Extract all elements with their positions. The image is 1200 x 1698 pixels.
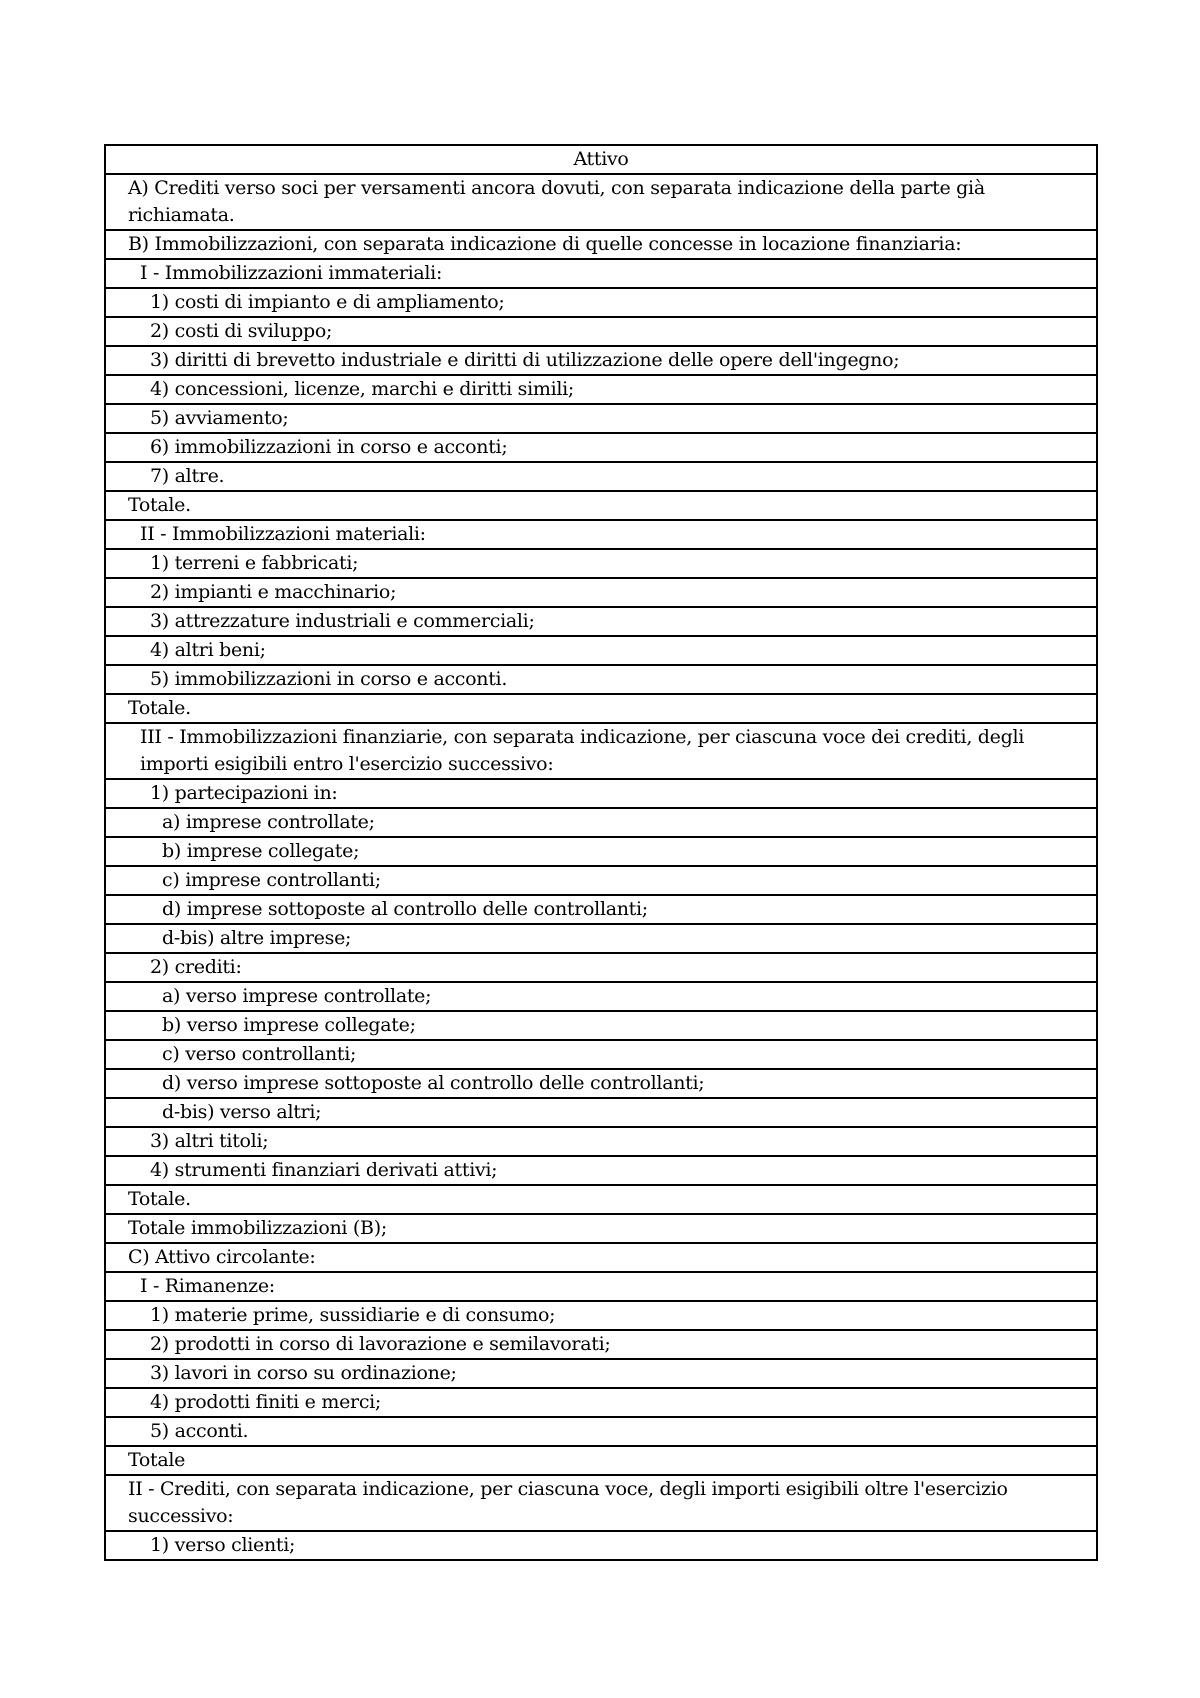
table-row [105,808,1097,837]
table-cell: d) imprese sottoposte al controllo delle controllanti; [105,895,1097,924]
table-row [105,723,1097,779]
table-cell: d-bis) altre imprese; [105,924,1097,953]
table-cell: B) Immobilizzazioni, con separata indicazione di quelle concesse in locazione finanziaria: [105,230,1097,259]
table-cell: C) Attivo circolante: [105,1243,1097,1272]
table-cell: 5) acconti. [105,1417,1097,1446]
table-row [105,1011,1097,1040]
table-row [105,404,1097,433]
table-row [105,982,1097,1011]
table-cell: 1) costi di impianto e di ampliamento; [105,288,1097,317]
table-cell: b) imprese collegate; [105,837,1097,866]
table-row [105,317,1097,346]
table-cell: 2) crediti: [105,953,1097,982]
table-cell: 1) partecipazioni in: [105,779,1097,808]
table-row [105,1475,1097,1531]
table-row [105,1359,1097,1388]
table-cell: Totale [105,1446,1097,1475]
table-row [105,1388,1097,1417]
balance-sheet-body [105,145,1097,1560]
table-cell: 7) altre. [105,462,1097,491]
table-cell: 2) costi di sviluppo; [105,317,1097,346]
table-row [105,607,1097,636]
table-cell: 1) terreni e fabbricati; [105,549,1097,578]
table-row [105,895,1097,924]
table-row [105,433,1097,462]
table-cell: 1) materie prime, sussidiarie e di consumo; [105,1301,1097,1330]
table-header-cell: Attivo [105,145,1097,174]
table-row [105,578,1097,607]
table-row [105,288,1097,317]
table-row [105,1214,1097,1243]
table-row [105,462,1097,491]
table-cell: I - Rimanenze: [105,1272,1097,1301]
table-cell: d-bis) verso altri; [105,1098,1097,1127]
table-cell: Totale immobilizzazioni (B); [105,1214,1097,1243]
table-cell: d) verso imprese sottoposte al controllo delle controllanti; [105,1069,1097,1098]
table-cell: Totale. [105,491,1097,520]
table-cell: Totale. [105,1185,1097,1214]
table-row [105,346,1097,375]
table-row [105,953,1097,982]
table-cell: 2) prodotti in corso di lavorazione e semilavorati; [105,1330,1097,1359]
table-cell: c) verso controllanti; [105,1040,1097,1069]
table-row [105,491,1097,520]
table-row [105,1098,1097,1127]
table-row [105,694,1097,723]
table-row [105,375,1097,404]
table-row [105,1301,1097,1330]
table-row [105,1446,1097,1475]
table-cell: c) imprese controllanti; [105,866,1097,895]
table-cell: A) Crediti verso soci per versamenti ancora dovuti, con separata indicazione della parte già richiamata. [105,174,1097,230]
table-row [105,1069,1097,1098]
table-row [105,230,1097,259]
table-cell: II - Crediti, con separata indicazione, per ciascuna voce, degli importi esigibili oltre l'esercizio successivo: [105,1475,1097,1531]
table-cell: a) verso imprese controllate; [105,982,1097,1011]
table-cell: III - Immobilizzazioni finanziarie, con separata indicazione, per ciascuna voce dei crediti, degli importi esigibili entro l'esercizio successivo: [105,723,1097,779]
table-row [105,1243,1097,1272]
table-cell: 6) immobilizzazioni in corso e acconti; [105,433,1097,462]
table-cell: 5) avviamento; [105,404,1097,433]
table-row [105,924,1097,953]
table-row [105,549,1097,578]
table-row [105,1156,1097,1185]
table-row [105,520,1097,549]
table-row [105,866,1097,895]
table-cell: b) verso imprese collegate; [105,1011,1097,1040]
table-row [105,837,1097,866]
table-cell: 3) diritti di brevetto industriale e diritti di utilizzazione delle opere dell'ingegno; [105,346,1097,375]
table-row [105,1272,1097,1301]
table-cell: 4) concessioni, licenze, marchi e diritti simili; [105,375,1097,404]
table-row [105,1185,1097,1214]
table-row [105,174,1097,230]
table-cell: II - Immobilizzazioni materiali: [105,520,1097,549]
table-cell: 1) verso clienti; [105,1531,1097,1560]
table-row [105,1127,1097,1156]
table-row [105,1330,1097,1359]
table-cell: Totale. [105,694,1097,723]
table-cell: 2) impianti e macchinario; [105,578,1097,607]
table-row [105,636,1097,665]
balance-sheet-table [104,144,1098,1561]
table-row [105,1417,1097,1446]
table-row [105,1531,1097,1560]
table-header-row [105,145,1097,174]
table-cell: I - Immobilizzazioni immateriali: [105,259,1097,288]
table-row [105,1040,1097,1069]
table-cell: 5) immobilizzazioni in corso e acconti. [105,665,1097,694]
table-cell: a) imprese controllate; [105,808,1097,837]
table-cell: 4) altri beni; [105,636,1097,665]
table-cell: 3) attrezzature industriali e commerciali; [105,607,1097,636]
table-cell: 3) altri titoli; [105,1127,1097,1156]
table-row [105,259,1097,288]
table-row [105,779,1097,808]
table-cell: 3) lavori in corso su ordinazione; [105,1359,1097,1388]
table-row [105,665,1097,694]
table-cell: 4) strumenti finanziari derivati attivi; [105,1156,1097,1185]
table-cell: 4) prodotti finiti e merci; [105,1388,1097,1417]
